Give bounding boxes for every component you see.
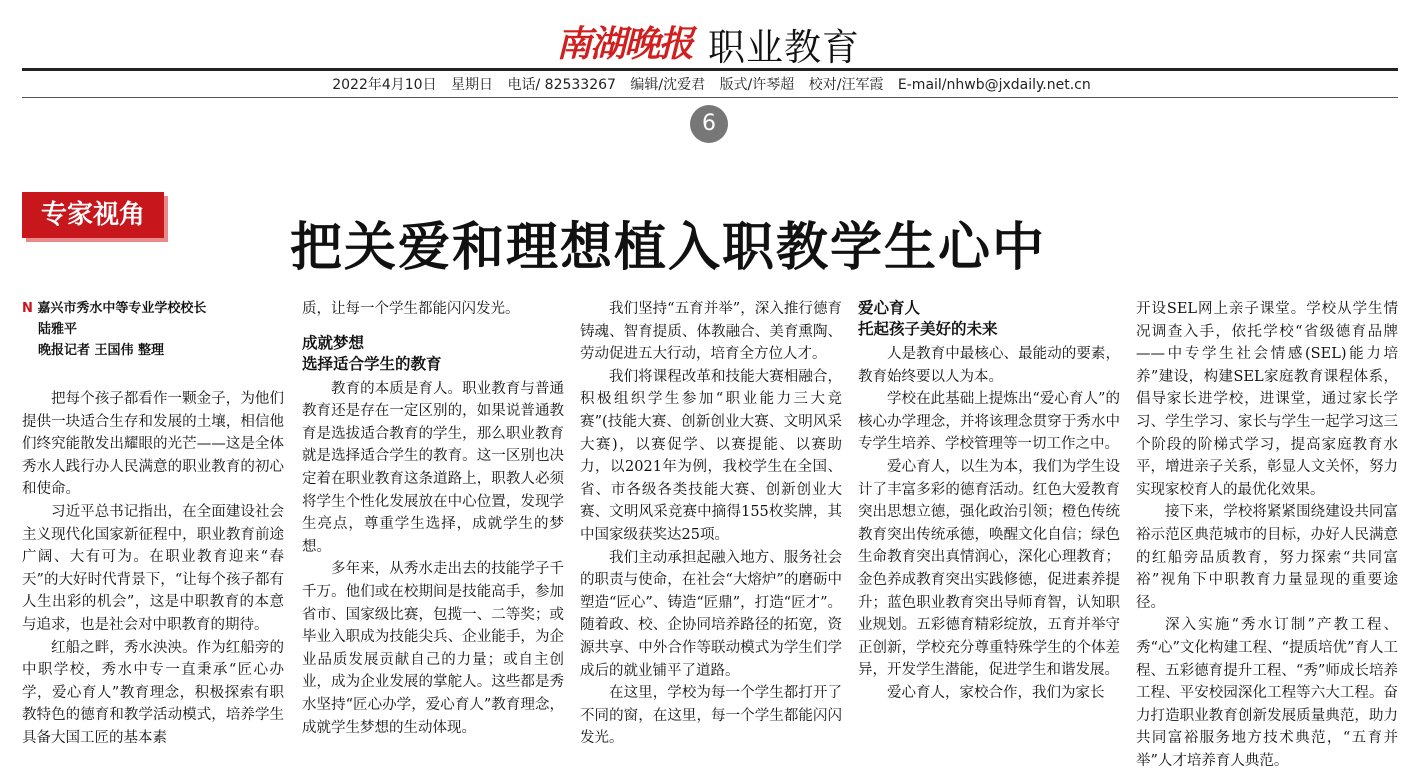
- subheading-line-2: 选择适合学生的教育: [302, 354, 442, 373]
- paragraph: 质，让每一个学生都能闪闪发光。: [302, 301, 520, 317]
- column-tag: 专家视角: [22, 192, 164, 238]
- byline-affiliation: 嘉兴市秀水中等专业学校校长: [37, 301, 207, 316]
- section-title: 职业教育: [708, 26, 860, 69]
- paragraph: 深入实施“秀水订制”产教工程、秀“心”文化构建工程、“提质培优”育人工程、五彩德育提升工程、“秀”师成长培养工程、平安校园深化工程等六大工程。奋力打造职业教育创新发展质量典范，助力共同富裕服务地方技术典范，“五育并举”人才培养育人典范。: [1136, 617, 1398, 769]
- subheading-line-1: 爱心育人: [858, 299, 921, 317]
- article-column-4: [858, 298, 1120, 705]
- top-rule: [22, 68, 1398, 71]
- article-column-3: [580, 298, 842, 750]
- paragraph: 爱心育人，家校合作，我们为家长: [887, 684, 1105, 701]
- byline: [22, 298, 284, 361]
- paragraph: 红船之畔，秀水泱泱。作为红船旁的中职学校，秀水中专一直秉承“匠心办学，爱心育人”教育理念，积极探索有职教特色的德育和教学活动模式，培养学生具备大国工匠的基本素: [22, 639, 284, 746]
- subheading: [302, 333, 564, 375]
- paragraph: 习近平总书记指出，在全面建设社会主义现代化国家新征程中，职业教育前途广阔、大有可为。在职业教育迎来“春天”的大好时代背景下，“让每个孩子都有人生出彩的机会”，这是中职教育的本意与追求，也是社会对中职教育的期待。: [22, 503, 284, 633]
- paragraph: 教育的本质是育人。职业教育与普通教育还是存在一定区别的，如果说普通教育是选拔适合教育的学生，那么职业教育就是选择适合学生的教育。这一区别也决定着在职业教育这条道路上，职教人必须将学生个性化发展放在中心位置，发现学生亮点，尊重学生选择，成就学生的梦想。: [302, 380, 564, 555]
- paragraph: 爱心育人，以生为本，我们为学生设计了丰富多彩的德育活动。红色大爱教育突出思想立德，强化政治引领；橙色传统教育突出传统承德，唤醒文化自信；绿色生命教育突出真情润心，深化心理教育；金色养成教育突出实践修德，促进素养提升；蓝色职业教育突出导师育智，认知职业规划。五彩德育精彩绽放，五育并举守正创新，学校充分尊重特殊学生的个体差异，开发学生潜能，促进学生和谐发展。: [858, 458, 1120, 679]
- subheading: [858, 298, 1120, 340]
- info-rule: [22, 97, 1398, 98]
- phone-number: 电话/ 82533267: [507, 77, 616, 93]
- editor-credit: 编辑/沈爱君: [630, 77, 706, 93]
- paragraph: 学校在此基础上提炼出“爱心育人”的核心办学理念，并将该理念贯穿于秀水中专学生培养、学校管理等一切工作之中。: [858, 391, 1120, 453]
- layout-credit: 版式/许琴超: [719, 77, 795, 93]
- subheading-line-2: 托起孩子美好的未来: [858, 320, 998, 338]
- article-headline: 把关爱和理想植入职教学生心中: [290, 218, 1047, 278]
- paragraph: 接下来，学校将紧紧围绕建设共同富裕示范区典范城市的目标，办好人民满意的红船旁品质教育，努力探索“共同富裕”视角下中职教育力量显现的重要途径。: [1136, 504, 1398, 611]
- paragraph: 在这里，学校为每一个学生都打开了不同的窗，在这里，每一个学生都能闪闪发光。: [580, 685, 842, 747]
- article-column-5: [1136, 298, 1398, 772]
- paragraph: 把每个孩子都看作一颗金子，为他们提供一块适合生存和发展的土壤，相信他们终究能散发出耀眼的光芒——这是全体秀水人践行办人民满意的职业教育的初心和使命。: [22, 391, 284, 498]
- byline-reporter: 晚报记者 王国伟 整理: [38, 343, 165, 358]
- newspaper-logo: 南湖晚报: [556, 23, 693, 65]
- paragraph: 我们坚持“五育并举”，深入推行德育铸魂、智育提质、体教融合、美育熏陶、劳动促进五大行动，培育全方位人才。: [580, 301, 842, 363]
- paragraph: 人是教育中最核心、最能动的要素，教育始终要以人为本。: [858, 346, 1120, 385]
- paragraph: 多年来，从秀水走出去的技能学子千千万。他们或在校期间是技能高手，参加省市、国家级比赛，包揽一、二等奖；或毕业入职成为技能尖兵、企业能手，为企业品质发展贡献自己的力量；或自主创业，成为企业发展的掌舵人。这些都是秀水坚持“匠心办学，爱心育人”教育理念，成就学生梦想的生动体现。: [302, 561, 564, 736]
- paragraph: 我们将课程改革和技能大赛相融合，积极组织学生参加“职业能力三大竞赛”(技能大赛、创新创业大赛、文明风采大赛)，以赛促学、以赛提能、以赛助力，以2021年为例，我校学生在全国、省、市各级各类技能大赛、创新创业大赛、文明风采竞赛中摘得155枚奖牌，其中国家级获奖达25项。: [580, 368, 842, 543]
- subheading-line-1: 成就梦想: [302, 333, 365, 352]
- paragraph: 我们主动承担起融入地方、服务社会的职责与使命，在社会“大熔炉”的磨砺中塑造“匠心”、铸造“匠鼎”，打造“匠才”。随着政、校、企协同培养路径的拓宽，资源共享、中外合作等联动模式为学生们学成后的就业铺平了道路。: [580, 549, 842, 679]
- paragraph: 开设SEL网上亲子课堂。学校从学生情况调查入手，依托学校“省级德育品牌——中专学生社会情感(SEL)能力培养”建设，构建SEL家庭教育课程体系，倡导家长进学校，进课堂，通过家长学习、学生学习、家长与学生一起学习这三个阶段的阶梯式学习，提高家庭教育水平，增进亲子关系，彰显人文关怀，努力实现家校育人的最优化效果。: [1136, 301, 1398, 498]
- info-bar: [0, 74, 1423, 94]
- byline-author: 陆雅平: [38, 322, 78, 337]
- n-logo-icon: N: [22, 301, 33, 316]
- proof-credit: 校对/汪军霞: [808, 77, 884, 93]
- article-column-2: [302, 298, 564, 739]
- email-address: E-mail/nhwb@jxdaily.net.cn: [897, 77, 1091, 93]
- article-column-1: [22, 298, 284, 750]
- issue-weekday: 星期日: [451, 77, 494, 93]
- page-number-badge: 6: [690, 105, 728, 143]
- issue-date: 2022年4月10日: [332, 77, 437, 93]
- masthead: [0, 0, 1423, 70]
